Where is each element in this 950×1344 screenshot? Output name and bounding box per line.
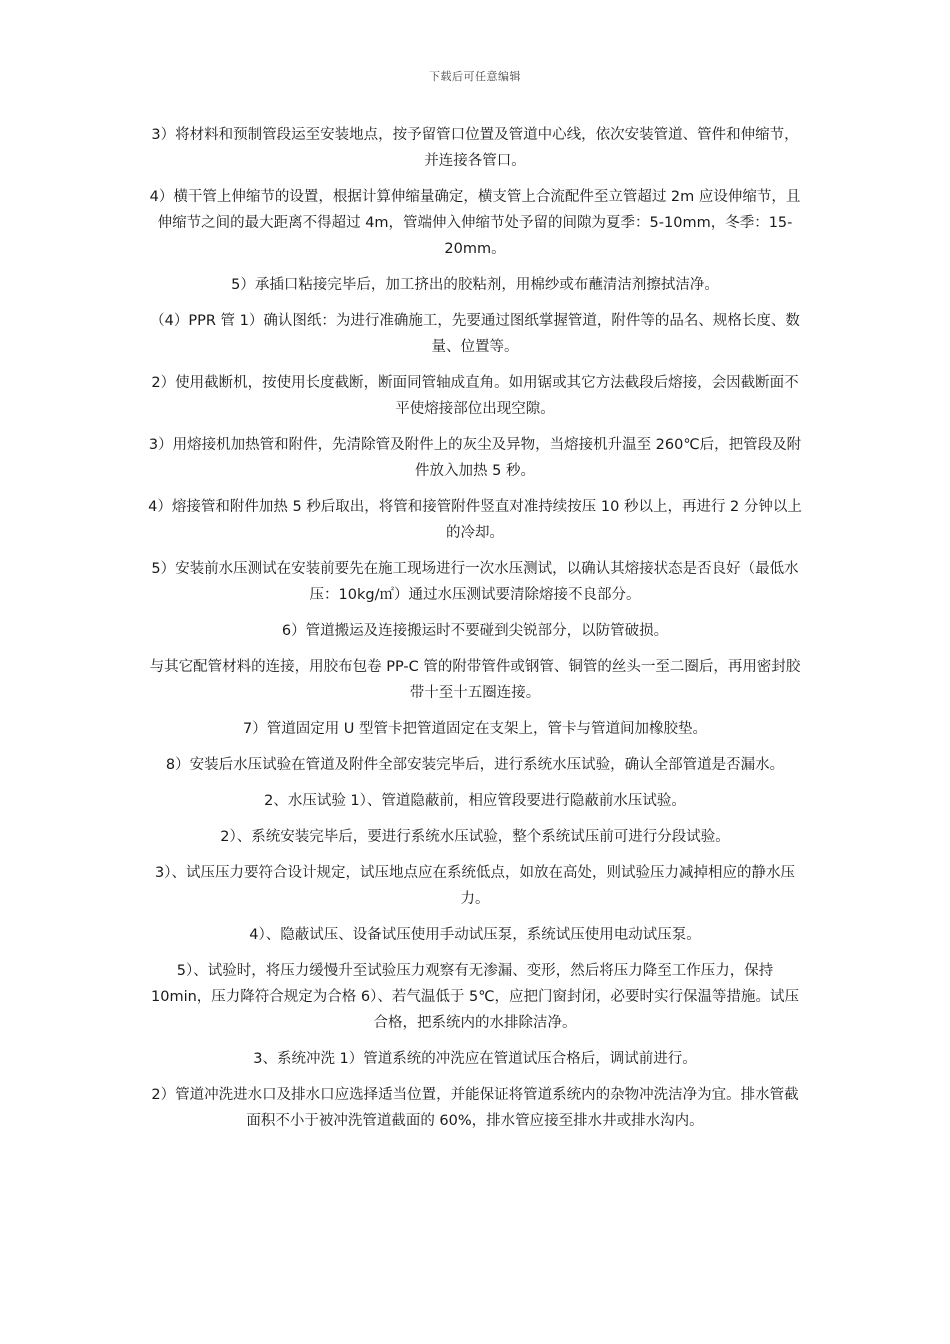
paragraph-3: 5）承插口粘接完毕后，加工挤出的胶粘剂，用棉纱或布蘸清洁剂擦拭洁净。 — [231, 277, 719, 293]
paragraph-9: 6）管道搬运及连接搬运时不要碰到尖锐部分，以防管破损。 — [281, 623, 669, 639]
paragraph-10: 与其它配管材料的连接，用胶布包卷 PP-C 管的附带管件或钢管、铜管的丝头一至二圈后，再用密封胶带十至十五圈连接。 — [149, 659, 801, 701]
paragraph-7: 4）熔接管和附件加热 5 秒后取出，将管和接管附件竖直对准持续按压 10 秒以上，再进行 2 分钟以上的冷却。 — [148, 499, 802, 541]
paragraph-1: 3）将材料和预制管段运至安装地点，按予留管口位置及管道中心线，依次安装管道、管件和伸缩节，并连接各管口。 — [151, 127, 799, 169]
paragraph-19: 2）管道冲洗进水口及排水口应选择适当位置，并能保证将管道系统内的杂物冲洗洁净为宜。排水管截面积不小于被冲洗管道截面的 60%，排水管应接至排水井或排水沟内。 — [151, 1087, 799, 1129]
paragraph-16: 4）、隐蔽试压、设备试压使用手动试压泵，系统试压使用电动试压泵。 — [249, 927, 701, 943]
paragraph-14: 2）、系统安装完毕后，要进行系统水压试验，整个系统试压前可进行分段试验。 — [220, 829, 730, 845]
paragraph-12: 8）安装后水压试验在管道及附件全部安装完毕后，进行系统水压试验，确认全部管道是否漏水。 — [165, 757, 785, 773]
paragraph-17: 5）、试验时，将压力缓慢升至试验压力观察有无渗漏、变形，然后将压力降至工作压力，保持 10min，压力降符合规定为合格 6）、若气温低于 5℃，应把门窗封闭，必要时实行保温等措施。试压合格，把系统内的水排除洁净。 — [151, 963, 799, 1031]
paragraph-11: 7）管道固定用 U 型管卡把管道固定在支架上，管卡与管道间加橡胶垫。 — [242, 721, 708, 737]
paragraph-13: 2、水压试验 1）、管道隐蔽前，相应管段要进行隐蔽前水压试验。 — [264, 793, 686, 809]
paragraph-6: 3）用熔接机加热管和附件，先清除管及附件上的灰尘及异物，当熔接机升温至 260℃后，把管段及附件放入加热 5 秒。 — [148, 437, 802, 479]
paragraph-18: 3、系统冲洗 1）管道系统的冲洗应在管道试压合格后，调试前进行。 — [253, 1051, 697, 1067]
document-body — [145, 122, 805, 1144]
page-header: 下载后可任意编辑 — [429, 70, 521, 83]
paragraph-15: 3）、试压压力要符合设计规定，试压地点应在系统低点，如放在高处，则试验压力减掉相应的静水压力。 — [155, 865, 795, 907]
paragraph-5: 2）使用截断机，按使用长度截断，断面同管轴成直角。如用锯或其它方法截段后熔接，会因截断面不平使熔接部位出现空隙。 — [151, 375, 799, 417]
paragraph-2: 4）横干管上伸缩节的设置，根据计算伸缩量确定，横支管上合流配件至立管超过 2m 应设伸缩节，且伸缩节之间的最大距离不得超过 4m，管端伸入伸缩节处予留的间隙为夏季：5-10mm，冬季：15-20mm。 — [149, 189, 801, 257]
paragraph-8: 5）安装前水压测试在安装前要先在施工现场进行一次水压测试，以确认其熔接状态是否良好（最低水压：10kg/㎡）通过水压测试要清除熔接不良部分。 — [151, 561, 799, 603]
paragraph-4: （4）PPR 管 1）确认图纸：为进行准确施工，先要通过图纸掌握管道，附件等的品名、规格长度、数量、位置等。 — [150, 313, 800, 355]
